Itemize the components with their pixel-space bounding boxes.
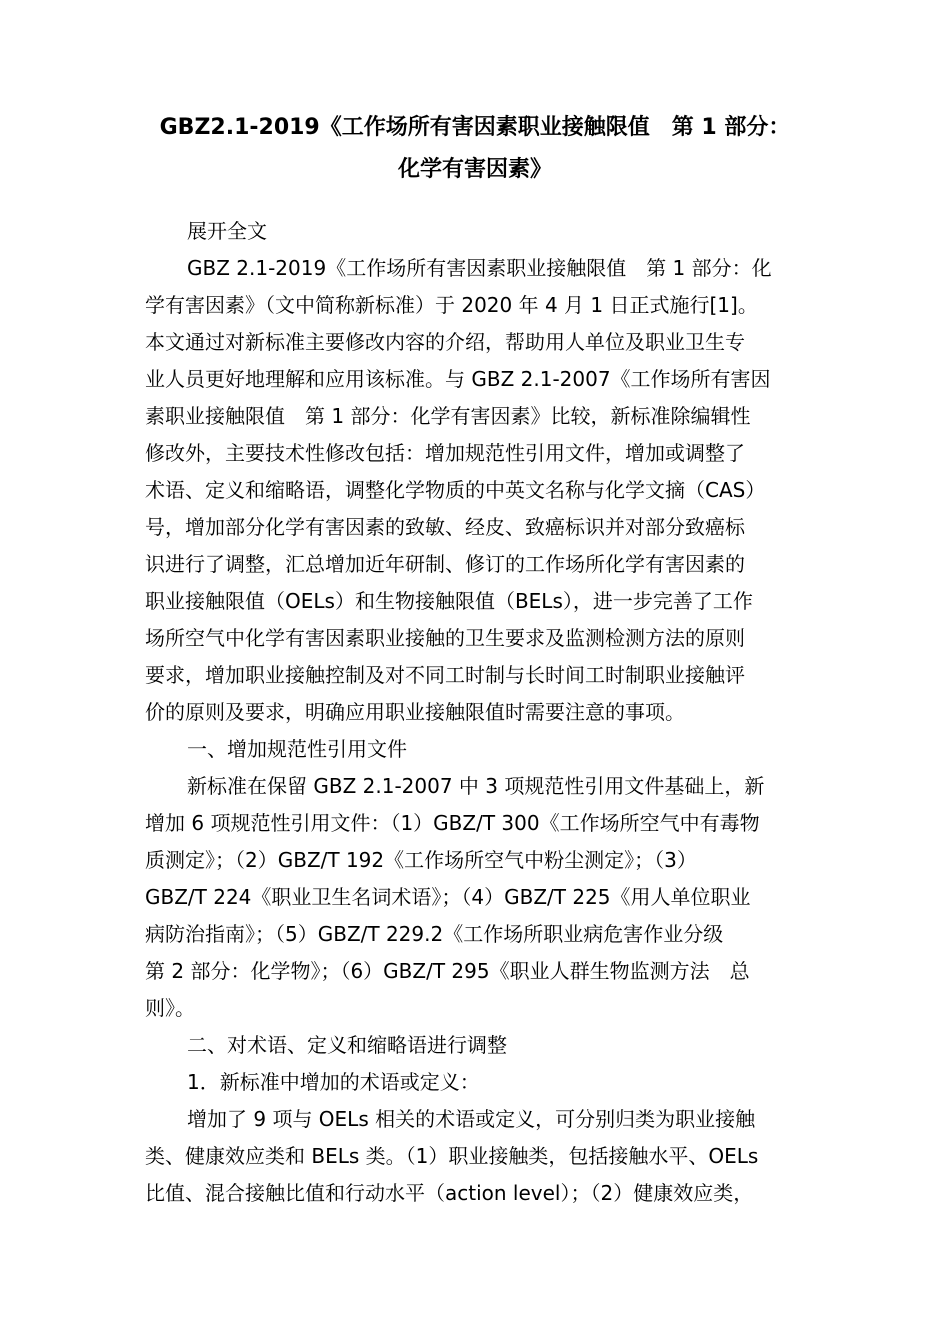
- body-text-line: 号，增加部分化学有害因素的致敏、经皮、致癌标识并对部分致癌标: [145, 515, 745, 539]
- body-text-line: GBZ/T 224《职业卫生名词术语》；（4）GBZ/T 225《用人单位职业: [145, 885, 751, 909]
- body-text-line: 本文通过对新标准主要修改内容的介绍，帮助用人单位及职业卫生专: [145, 330, 745, 354]
- body-text-line: 场所空气中化学有害因素职业接触的卫生要求及监测检测方法的原则: [145, 626, 745, 650]
- body-text-line: 业人员更好地理解和应用该标准。与 GBZ 2.1-2007《工作场所有害因: [145, 367, 771, 391]
- section-heading-2: 二、对术语、定义和缩略语进行调整: [187, 1033, 507, 1057]
- body-text-line: 增加了 9 项与 OELs 相关的术语或定义，可分别归类为职业接触: [187, 1107, 756, 1131]
- document-title-line-1: GBZ2.1-2019《工作场所有害因素职业接触限值 第 1 部分：: [159, 115, 791, 140]
- body-text-line: GBZ 2.1-2019《工作场所有害因素职业接触限值 第 1 部分：化: [187, 256, 772, 280]
- subsection-heading-1: 1．新标准中增加的术语或定义：: [187, 1070, 480, 1094]
- body-text-line: 术语、定义和缩略语，调整化学物质的中英文名称与化学文摘（CAS）: [145, 478, 766, 502]
- body-text-line: 学有害因素》（文中简称新标准）于 2020 年 4 月 1 日正式施行[1]。: [145, 293, 758, 317]
- body-text-line: 价的原则及要求，明确应用职业接触限值时需要注意的事项。: [145, 700, 685, 724]
- body-text-line: 职业接触限值（OELs）和生物接触限值（BELs），进一步完善了工作: [145, 589, 753, 613]
- body-text-line: 类、健康效应类和 BELs 类。（1）职业接触类，包括接触水平、OELs: [145, 1144, 759, 1168]
- body-text-line: 质测定》；（2）GBZ/T 192《工作场所空气中粉尘测定》；（3）: [145, 848, 697, 872]
- body-text-line: 要求，增加职业接触控制及对不同工时制与长时间工时制职业接触评: [145, 663, 745, 687]
- body-text-line: 修改外，主要技术性修改包括：增加规范性引用文件，增加或调整了: [145, 441, 745, 465]
- body-text-line: 病防治指南》；（5）GBZ/T 229.2《工作场所职业病危害作业分级: [145, 922, 724, 946]
- body-text-line: 素职业接触限值 第 1 部分：化学有害因素》比较，新标准除编辑性: [145, 404, 751, 428]
- body-text-line: 新标准在保留 GBZ 2.1-2007 中 3 项规范性引用文件基础上，新: [187, 774, 765, 798]
- body-text-line: 比值、混合接触比值和行动水平（action level）；（2）健康效应类，: [145, 1181, 754, 1205]
- expand-full-text-link[interactable]: 展开全文: [187, 219, 267, 243]
- body-text-line: 增加 6 项规范性引用文件：（1）GBZ/T 300《工作场所空气中有毒物: [145, 811, 760, 835]
- section-heading-1: 一、增加规范性引用文件: [187, 737, 407, 761]
- document-title-line-2: 化学有害因素》: [397, 157, 552, 182]
- body-text-line: 则》。: [145, 996, 195, 1020]
- body-text-line: 第 2 部分：化学物》；（6）GBZ/T 295《职业人群生物监测方法 总: [145, 959, 750, 983]
- body-text-line: 识进行了调整，汇总增加近年研制、修订的工作场所化学有害因素的: [145, 552, 745, 576]
